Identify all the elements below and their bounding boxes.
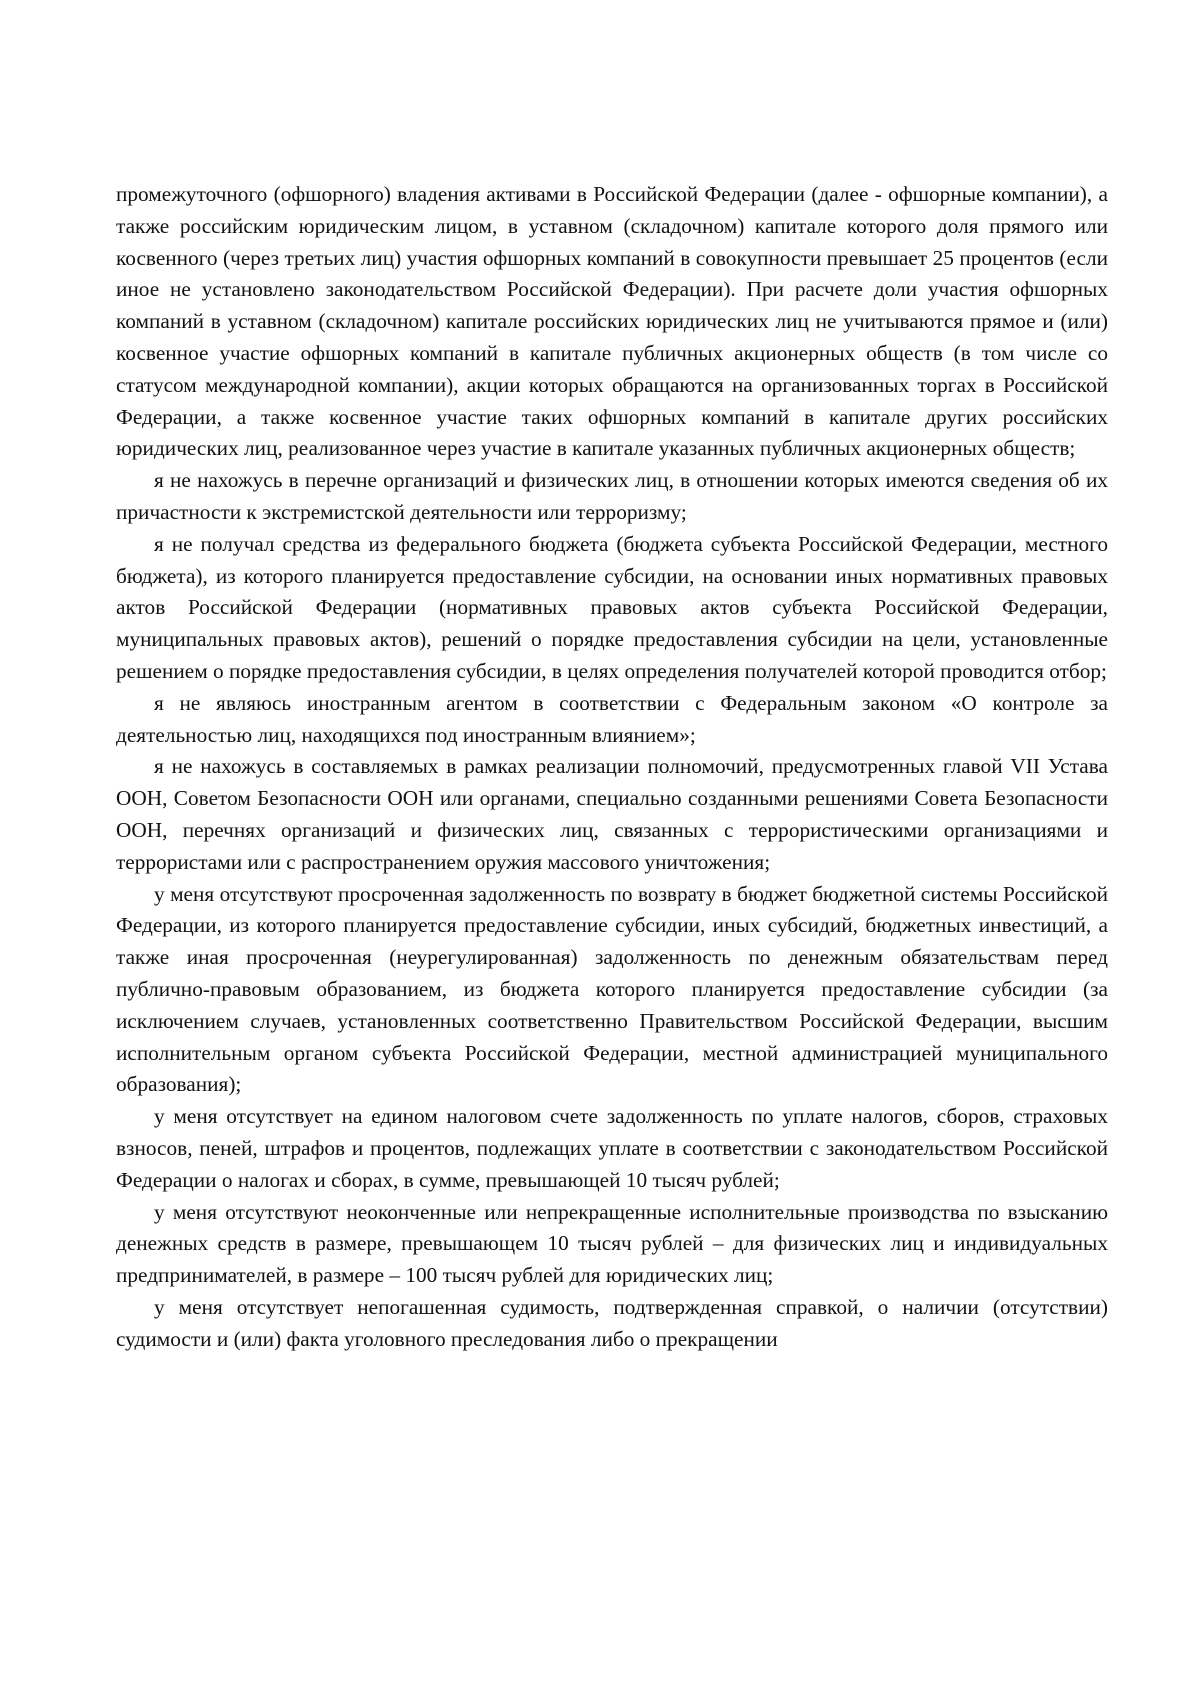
paragraph-un-security-council-lists: я не нахожусь в составляемых в рамках реализации полномочий, предусмотренных главой VII Устава ООН, Советом Безопасности ООН или органами, специально созданными решениями Совета Безопасности ООН, перечнях организаций и физических лиц, связанных с террористическими организациями и террористами или с распространением оружия массового уничтожения; [116, 754, 1108, 874]
document-page [116, 179, 1108, 1355]
paragraph-overdue-budget-debt: у меня отсутствуют просроченная задолженность по возврату в бюджет бюджетной системы Российской Федерации, из которого планируется предоставление субсидии, иных субсидий, бюджетных инвестиций, а также иная просроченная (неурегулированная) задолженность по денежным обязательствам перед публично-правовым образованием, из бюджета которого планируется предоставление субсидии (за исключением случаев, установленных соответственно Правительством Российской Федерации, высшим исполнительным органом субъекта Российской Федерации, местной администрацией муниципального образования); [116, 881, 1108, 1097]
paragraph-enforcement-proceedings: у меня отсутствуют неоконченные или непрекращенные исполнительные производства по взысканию денежных средств в размере, превышающем 10 тысяч рублей – для физических лиц и индивидуальных предпринимателей, в размере – 100 тысяч рублей для юридических лиц; [116, 1199, 1108, 1288]
paragraph-offshore-companies: промежуточного (офшорного) владения активами в Российской Федерации (далее - офшорные компании), а также российским юридическим лицом, в уставном (складочном) капитале которого доля прямого или косвенного (через третьих лиц) участия офшорных компаний в совокупности превышает 25 процентов (если иное не установлено законодательством Российской Федерации). При расчете доли участия офшорных компаний в уставном (складочном) капитале российских юридических лиц не учитываются прямое и (или) косвенное участие офшорных компаний в капитале публичных акционерных обществ (в том числе со статусом международной компании), акции которых обращаются на организованных торгах в Российской Федерации, а также косвенное участие таких офшорных компаний в капитале других российских юридических лиц, реализованное через участие в капитале указанных публичных акционерных обществ; [116, 182, 1108, 461]
paragraph-tax-debt: у меня отсутствует на едином налоговом счете задолженность по уплате налогов, сборов, страховых взносов, пеней, штрафов и процентов, подлежащих уплате в соответствии с законодательством Российской Федерации о налогах и сборах, в сумме, превышающей 10 тысяч рублей; [116, 1104, 1108, 1192]
paragraph-no-federal-funds: я не получал средства из федерального бюджета (бюджета субъекта Российской Федерации, местного бюджета), из которого планируется предоставление субсидии, на основании иных нормативных правовых актов Российской Федерации (нормативных правовых актов субъекта Российской Федерации, муниципальных правовых актов), решений о порядке предоставления субсидии на цели, установленные решением о порядке предоставления субсидии, в целях определения получателей которой проводится отбор; [116, 531, 1108, 683]
paragraph-extremism-list: я не нахожусь в перечне организаций и физических лиц, в отношении которых имеются сведения об их причастности к экстремистской деятельности или терроризму; [116, 468, 1108, 524]
paragraph-criminal-record: у меня отсутствует непогашенная судимость, подтвержденная справкой, о наличии (отсутствии) судимости и (или) факта уголовного преследования либо о прекращении [116, 1294, 1108, 1351]
paragraph-foreign-agent: я не являюсь иностранным агентом в соответствии с Федеральным законом «О контроле за деятельностью лиц, находящихся под иностранным влиянием»; [116, 690, 1108, 747]
